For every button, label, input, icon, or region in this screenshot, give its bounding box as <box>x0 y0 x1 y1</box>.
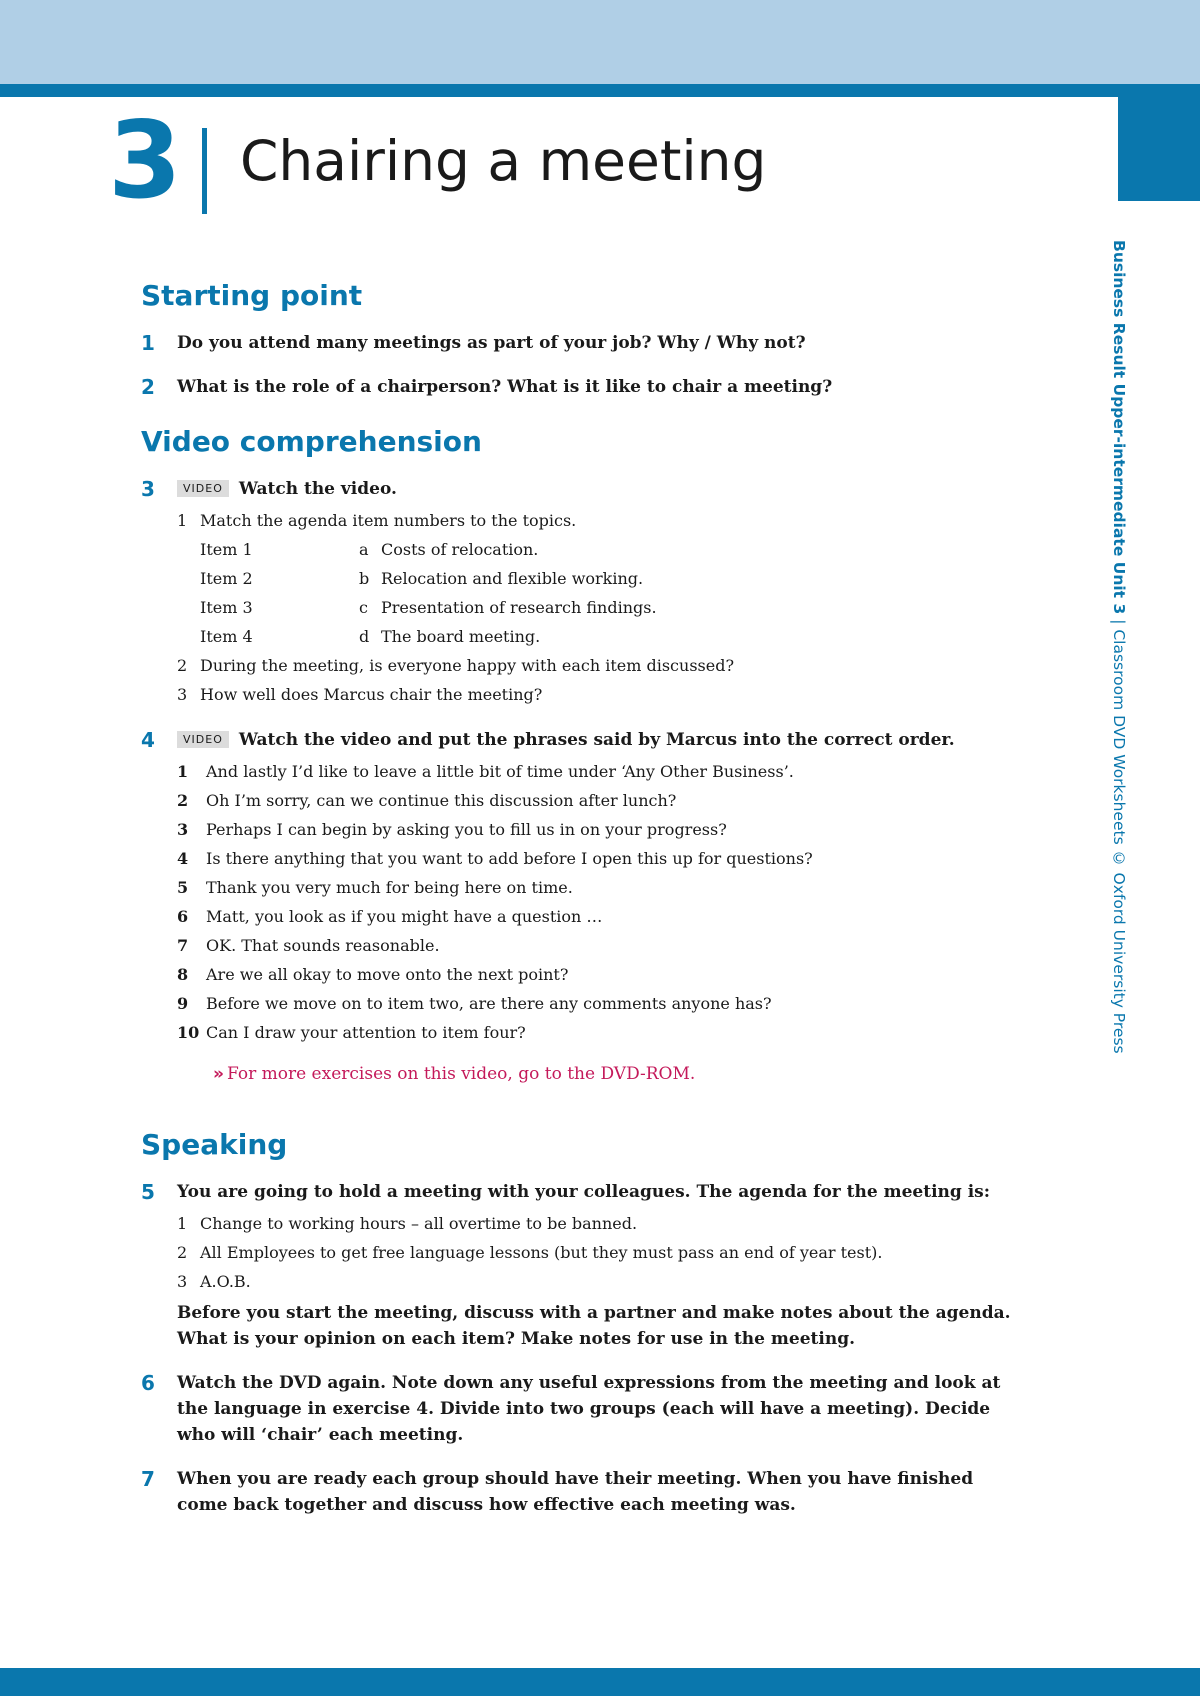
exercise-3 <box>141 476 1011 709</box>
exercise-2 <box>141 374 1011 400</box>
side-footer <box>1110 240 1128 1054</box>
exercise-number: 2 <box>141 375 155 399</box>
exercise-number: 5 <box>141 1180 155 1204</box>
exercise-text: What is the role of a chairperson? What is it like to chair a meeting? <box>177 377 833 397</box>
phrase-item <box>177 786 1011 815</box>
phrase-number: 3 <box>177 820 189 839</box>
side-footer-divider: | <box>1110 614 1128 630</box>
phrase-number: 8 <box>177 965 189 984</box>
exercise-number: 7 <box>141 1467 155 1491</box>
topic-text: Presentation of research findings. <box>381 598 657 617</box>
phrase-number: 2 <box>177 791 189 810</box>
exercise-6 <box>141 1370 1011 1448</box>
agenda-text: A.O.B. <box>200 1272 251 1291</box>
topic-letter: a <box>359 540 369 559</box>
exercise-number: 4 <box>141 728 155 752</box>
question-number: 1 <box>177 511 188 530</box>
video-tag: VIDEO <box>177 480 229 497</box>
worksheet-content <box>141 276 1011 1536</box>
agenda-text: All Employees to get free language lessons (but they must pass an end of year test). <box>200 1243 883 1262</box>
exercise-text: When you are ready each group should have their meeting. When you have finished come back together and discuss how effective each meeting was. <box>177 1469 974 1515</box>
phrase-text: Matt, you look as if you might have a question … <box>206 907 603 926</box>
topic-text: Costs of relocation. <box>381 540 539 559</box>
exercise-instruction: Watch the video. <box>238 479 397 499</box>
exercise-number: 1 <box>141 331 155 355</box>
phrase-item <box>177 873 1011 902</box>
double-chevron-right-icon: » <box>213 1064 221 1084</box>
phrase-list <box>177 757 1011 1047</box>
section-heading-video-comprehension: Video comprehension <box>141 425 482 458</box>
phrase-text: Perhaps I can begin by asking you to fill us in on your progress? <box>206 820 727 839</box>
topic-text: The board meeting. <box>381 627 541 646</box>
phrase-item <box>177 815 1011 844</box>
matching-row <box>200 622 1011 651</box>
agenda-number: 3 <box>177 1272 188 1291</box>
phrase-item <box>177 1018 1011 1047</box>
agenda-item <box>177 1209 1011 1238</box>
agenda-item <box>177 1238 1011 1267</box>
video-tag: VIDEO <box>177 731 229 748</box>
matching-row <box>200 564 1011 593</box>
phrase-item <box>177 960 1011 989</box>
phrase-text: Thank you very much for being here on time. <box>206 878 573 897</box>
phrase-text: OK. That sounds reasonable. <box>206 936 440 955</box>
dvd-rom-link-text: For more exercises on this video, go to the DVD-ROM. <box>226 1064 696 1084</box>
question-text: Match the agenda item numbers to the topics. <box>200 511 577 530</box>
phrase-text: Oh I’m sorry, can we continue this discussion after lunch? <box>206 791 677 810</box>
header-rule <box>0 84 1200 97</box>
topic-letter: b <box>359 569 370 588</box>
side-footer-strong: Business Result Upper-intermediate Unit 3 <box>1110 240 1128 615</box>
agenda-item-label: Item 2 <box>200 569 253 588</box>
exercise-number: 6 <box>141 1371 155 1395</box>
exercise-7 <box>141 1466 1011 1518</box>
phrase-number: 4 <box>177 849 189 868</box>
exercise-number: 3 <box>141 477 155 501</box>
exercise-instruction: Watch the video and put the phrases said by Marcus into the correct order. <box>238 730 955 750</box>
matching-row <box>200 535 1011 564</box>
exercise-4 <box>141 727 1011 1087</box>
section-heading-speaking: Speaking <box>141 1128 288 1161</box>
agenda-list <box>177 1209 1011 1296</box>
phrase-item <box>177 757 1011 786</box>
agenda-number: 2 <box>177 1243 188 1262</box>
exercise-1 <box>141 330 1011 356</box>
phrase-item <box>177 902 1011 931</box>
page-title: Chairing a meeting <box>240 129 767 193</box>
exercise-text: Watch the DVD again. Note down any useful expressions from the meeting and look at the language in exercise 4. Divide into two groups (each will have a meeting). Decide who will ‘chair’ each meeting. <box>177 1373 1001 1445</box>
phrase-number: 1 <box>177 762 189 781</box>
phrase-number: 9 <box>177 994 189 1013</box>
topic-text: Relocation and flexible working. <box>381 569 644 588</box>
agenda-item-label: Item 4 <box>200 627 253 646</box>
footer-band <box>0 1668 1200 1696</box>
side-footer-rest: Classroom DVD Worksheets © Oxford University Press <box>1110 629 1128 1054</box>
question-text: How well does Marcus chair the meeting? <box>200 685 543 704</box>
topic-letter: c <box>359 598 368 617</box>
phrase-number: 5 <box>177 878 189 897</box>
matching-table <box>200 535 1011 651</box>
exercise-paragraph: Before you start the meeting, discuss with a partner and make notes about the agenda. What is your opinion on each item? Make notes for use in the meeting. <box>177 1303 1011 1349</box>
title-divider <box>202 128 207 214</box>
phrase-item <box>177 931 1011 960</box>
phrase-text: Are we all okay to move onto the next point? <box>206 965 569 984</box>
exercise-text: You are going to hold a meeting with your colleagues. The agenda for the meeting is: <box>177 1182 991 1202</box>
phrase-number: 6 <box>177 907 189 926</box>
phrase-number: 7 <box>177 936 189 955</box>
question-item <box>177 651 1011 680</box>
section-heading-starting-point: Starting point <box>141 279 363 312</box>
agenda-item <box>177 1267 1011 1296</box>
agenda-number: 1 <box>177 1214 188 1233</box>
corner-tab <box>1118 97 1200 201</box>
header-band <box>0 0 1200 84</box>
question-item <box>177 506 1011 535</box>
dvd-rom-link[interactable] <box>213 1061 1011 1087</box>
question-text: During the meeting, is everyone happy with each item discussed? <box>200 656 735 675</box>
question-number: 3 <box>177 685 188 704</box>
phrase-text: And lastly I’d like to leave a little bit of time under ‘Any Other Business’. <box>206 762 794 781</box>
exercise-text: Do you attend many meetings as part of your job? Why / Why not? <box>177 333 806 353</box>
phrase-number: 10 <box>177 1023 200 1042</box>
exercise-text <box>177 727 1011 753</box>
phrase-text: Before we move on to item two, are there any comments anyone has? <box>206 994 772 1013</box>
agenda-item-label: Item 1 <box>200 540 253 559</box>
question-list <box>177 506 1011 709</box>
topic-letter: d <box>359 627 370 646</box>
exercise-text <box>177 476 1011 502</box>
matching-row <box>200 593 1011 622</box>
phrase-item <box>177 989 1011 1018</box>
phrase-text: Is there anything that you want to add before I open this up for questions? <box>206 849 813 868</box>
agenda-item-label: Item 3 <box>200 598 253 617</box>
phrase-text: Can I draw your attention to item four? <box>206 1023 526 1042</box>
question-number: 2 <box>177 656 188 675</box>
question-item <box>177 680 1011 709</box>
phrase-item <box>177 844 1011 873</box>
unit-number: 3 <box>108 99 180 222</box>
exercise-5 <box>141 1179 1011 1352</box>
agenda-text: Change to working hours – all overtime to be banned. <box>200 1214 638 1233</box>
